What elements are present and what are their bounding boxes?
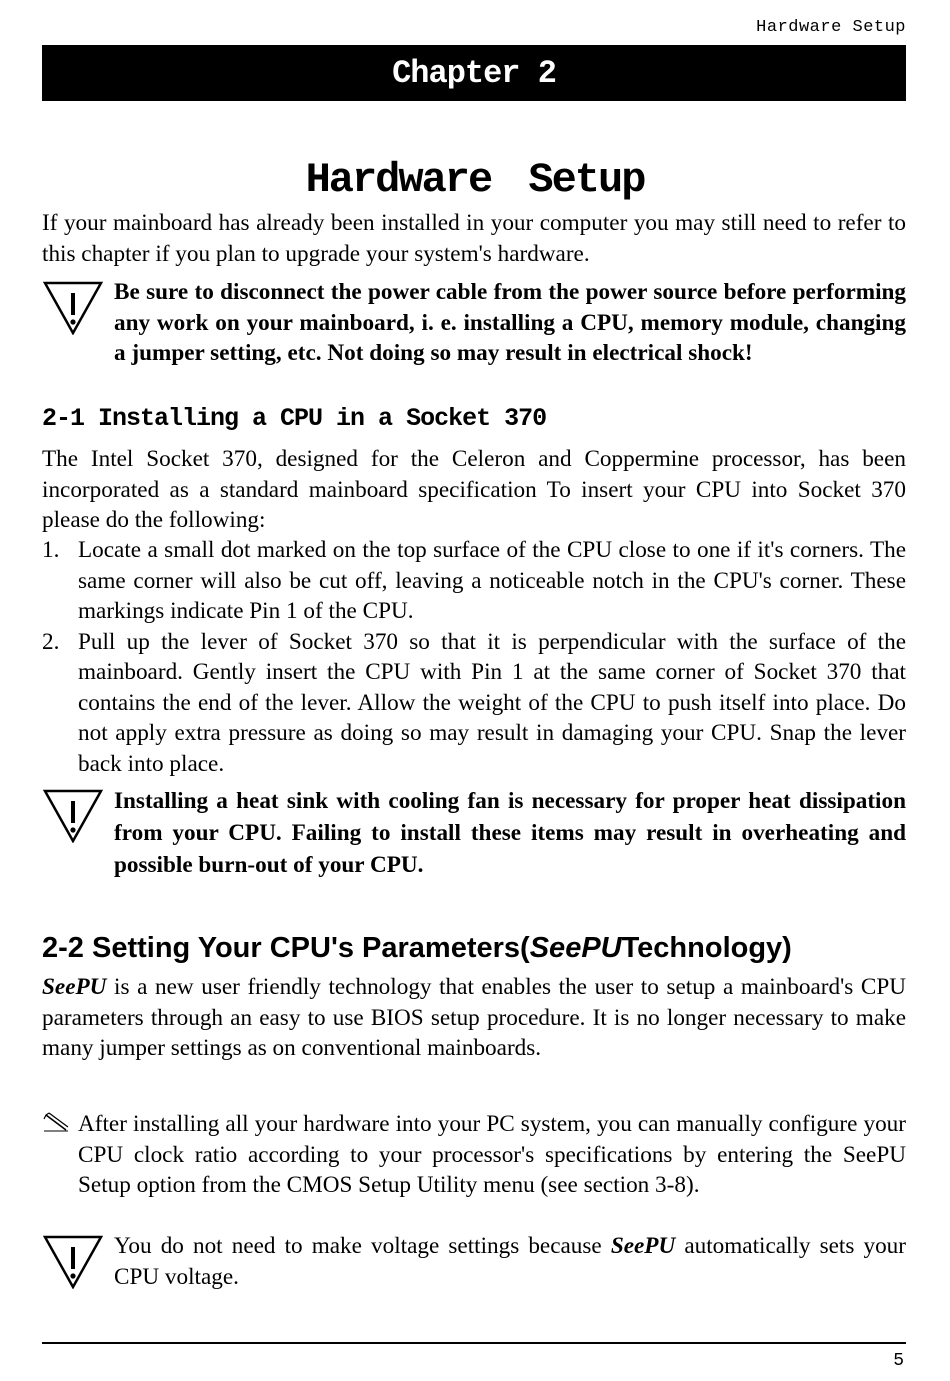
warning-power (42, 277, 906, 369)
list-item (42, 535, 906, 627)
section-2-title-brand: SeePU (529, 932, 622, 964)
warning-exclamation-icon (42, 785, 104, 843)
voltage-text-start: You do not need to make voltage settings because (114, 1233, 611, 1259)
warning-voltage-text (114, 1231, 906, 1292)
section-1-title: 2-1 Installing a CPU in a Socket 370 (42, 404, 547, 433)
list-item (42, 627, 906, 780)
warning-heatsink (42, 785, 906, 881)
section-2-title (42, 932, 792, 965)
pencil-note-icon (42, 1111, 72, 1135)
step-text: Pull up the lever of Socket 370 so that it is perpendicular with the surface of the mainboard. Gently insert the CPU with Pin 1 at the same corner of Socket 370 that contains the end of the lever. Allow the weight of the CPU to push itself into place. Do not apply extra pressure as doing so may result in damaging your CPU. Snap the lever back into place. (78, 628, 906, 777)
warning-heatsink-text: Installing a heat sink with cooling fan is necessary for proper heat dissipation from your CPU. Failing to install these items may result in overheating and possible burn-out of your CPU. (114, 788, 906, 878)
footer-rule (42, 1342, 906, 1344)
page-title: Hardware Setup (305, 156, 645, 204)
note-seepu-setup (42, 1109, 906, 1201)
intro-paragraph: If your mainboard has already been installed in your computer you may still need to refer to this chapter if you plan to upgrade your system's hardware. (42, 210, 906, 267)
step-text: Locate a small dot marked on the top surface of the CPU close to one if it's corners. The same corner will also be cut off, leaving a noticeable notch in the CPU's corner. These markings indicate Pin 1 of the CPU. (78, 537, 906, 624)
install-steps (42, 535, 906, 779)
section-2-title-start: 2-2 Setting Your CPU's Parameters( (42, 932, 530, 964)
voltage-text-end: automatically sets your CPU voltage. (114, 1233, 906, 1290)
section-2-body-text: is a new user friendly technology that enables the user to setup a mainboard's CPU parameters through an easy to use BIOS setup procedure. It is no longer necessary to make many jumper settings as on conventional mainboards. (42, 974, 906, 1061)
note-text: After installing all your hardware into your PC system, you can manually configure your CPU clock ratio according to your processor's specifications by entering the SeePU Setup option from the CMOS Setup Utility menu (see section 3-8). (78, 1111, 906, 1198)
seepu-brand: SeePU (42, 974, 107, 1000)
step-number: 1. (42, 537, 60, 563)
running-head: Hardware Setup (756, 18, 906, 37)
section-2-title-end: Technology) (621, 932, 792, 964)
warning-voltage (42, 1231, 906, 1292)
warning-exclamation-icon (42, 277, 104, 335)
chapter-label: Chapter 2 (392, 54, 556, 92)
section-1-body: The Intel Socket 370, designed for the Celeron and Coppermine processor, has been incorporated as a standard mainboard specification To insert your CPU into Socket 370 please do the following: (42, 446, 906, 533)
chapter-banner (42, 45, 906, 101)
seepu-brand: SeePU (610, 1233, 676, 1259)
warning-power-text: Be sure to disconnect the power cable from the power source before performing any work on your mainboard, i. e. installing a CPU, memory module, changing a jumper setting, etc. Not doing so may result in electrical shock! (114, 279, 906, 366)
step-number: 2. (42, 628, 60, 655)
page-number: 5 (893, 1351, 904, 1371)
warning-exclamation-icon (42, 1231, 104, 1289)
section-2-body (42, 972, 906, 1064)
